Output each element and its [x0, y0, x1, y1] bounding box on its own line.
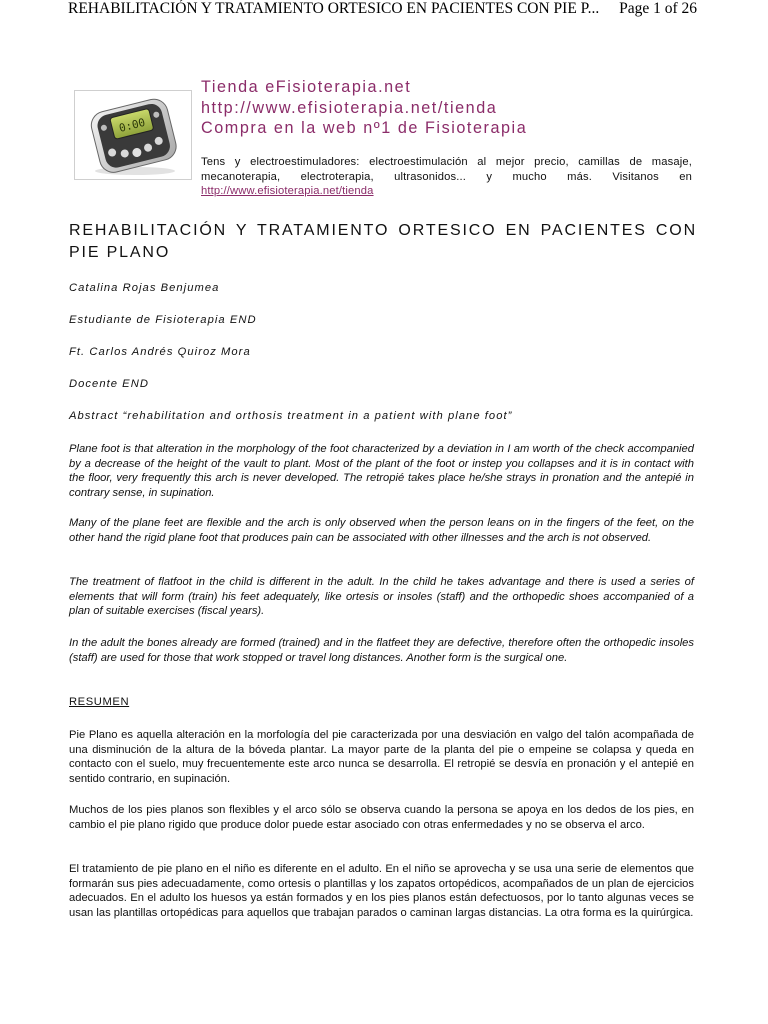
- resumen-paragraph: Pie Plano es aquella alteración en la morfología del pie caracterizada por una desviación en valgo del talón acompañada de una disminución de la altura de la bóveda plantar. La mayor parte de la planta del pie o empeine se colapsa y queda en contacto con el suelo, muy frecuentemente este arco nunca se desarrolla. El retropié se desvía en pronación y el antepié en sentido contrario, en supinación.: [69, 729, 694, 785]
- resumen-paragraph: Muchos de los pies planos son flexibles y el arco sólo se observa cuando la persona se apoya en los dedos de los pies, en cambio el pie plano rigido que produce dolor puede estar asociado con otras enfermedades y no se observa el arco.: [69, 804, 694, 831]
- device-display: 0:00: [117, 115, 147, 135]
- store-link[interactable]: http://www.efisioterapia.net/tienda: [201, 185, 374, 198]
- abstract-paragraph: Plane foot is that alteration in the morphology of the foot characterized by a deviation in I am worth of the check accompanied by a decrease of the height of the vault to plant. Most of the plant of the foot or instep you collapses and it is in contact with the floor, very frequently this arch is never developed. The retropié takes place he/she strays in pronation and the antepié in contrary sense, in supination.: [69, 443, 694, 499]
- advisor-role: Docente END: [69, 378, 149, 390]
- store-description: [201, 155, 692, 199]
- store-description-text: Tens y electroestimuladores: electroestimulación al mejor precio, camillas de masaje, mecanoterapia, electroterapia, ultrasonidos... y mucho más. Visitanos en: [201, 156, 692, 183]
- abstract-paragraph: The treatment of flatfoot in the child is different in the adult. In the child he takes advantage and there is used a series of elements that will form (train) his feet adequately, like ortesis or insoles (staff) and the orthopedic shoes accompanied of a plan of suitable exercises (fiscal years).: [69, 576, 694, 618]
- document-title: REHABILITACIÓN Y TRATAMIENTO ORTESICO EN PACIENTES CON PIE PLANO: [69, 222, 697, 261]
- store-name-link[interactable]: Tienda eFisioterapia.net: [201, 78, 412, 96]
- author-role: Estudiante de Fisioterapia END: [69, 314, 257, 326]
- page-header: [0, 0, 768, 22]
- store-url-link[interactable]: http://www.efisioterapia.net/tienda: [201, 98, 498, 117]
- tens-device-icon: [75, 91, 191, 179]
- abstract-title: Abstract “rehabilitation and orthosis treatment in a patient with plane foot”: [69, 410, 513, 422]
- resumen-heading: RESUMEN: [69, 696, 130, 708]
- advisor-name: Ft. Carlos Andrés Quiroz Mora: [69, 346, 251, 358]
- abstract-paragraph: Many of the plane feet are flexible and the arch is only observed when the person leans on in the fingers of the feet, on the other hand the rigid plane foot that produces pain can be associated with other illnesses and the arch is not observed.: [69, 517, 694, 544]
- page-indicator: Page 1 of 26: [619, 0, 697, 17]
- abstract-paragraph: In the adult the bones already are formed (trained) and in the flatfeet they are defective, therefore often the orthopedic insoles (staff) are used for those that work stopped or travel long distances. Another form is the surgical one.: [69, 637, 694, 664]
- store-banner[interactable]: [201, 77, 527, 139]
- store-tagline-link[interactable]: Compra en la web nº1 de Fisioterapia: [201, 119, 528, 137]
- author-name: Catalina Rojas Benjumea: [69, 282, 220, 294]
- header-title: REHABILITACIÓN Y TRATAMIENTO ORTESICO EN PACIENTES CON PIE P...: [68, 0, 600, 17]
- resumen-paragraph: El tratamiento de pie plano en el niño es diferente en el adulto. En el niño se aprovecha y se usa una serie de elementos que formarán sus pies adecuadamente, como ortesis o plantillas y los zapatos ortopédicos, acompañados de un plan de ejercicios adecuados. En el adulto los huesos ya están formados y en los pies planos están defectuosos, por lo tanto algunas veces se usan las plantillas ortopédicas para aquellos que trabajan parados o caminan largas distancias. La otra forma es la quirúrgica.: [69, 863, 694, 919]
- electrostimulator-image[interactable]: [74, 90, 192, 180]
